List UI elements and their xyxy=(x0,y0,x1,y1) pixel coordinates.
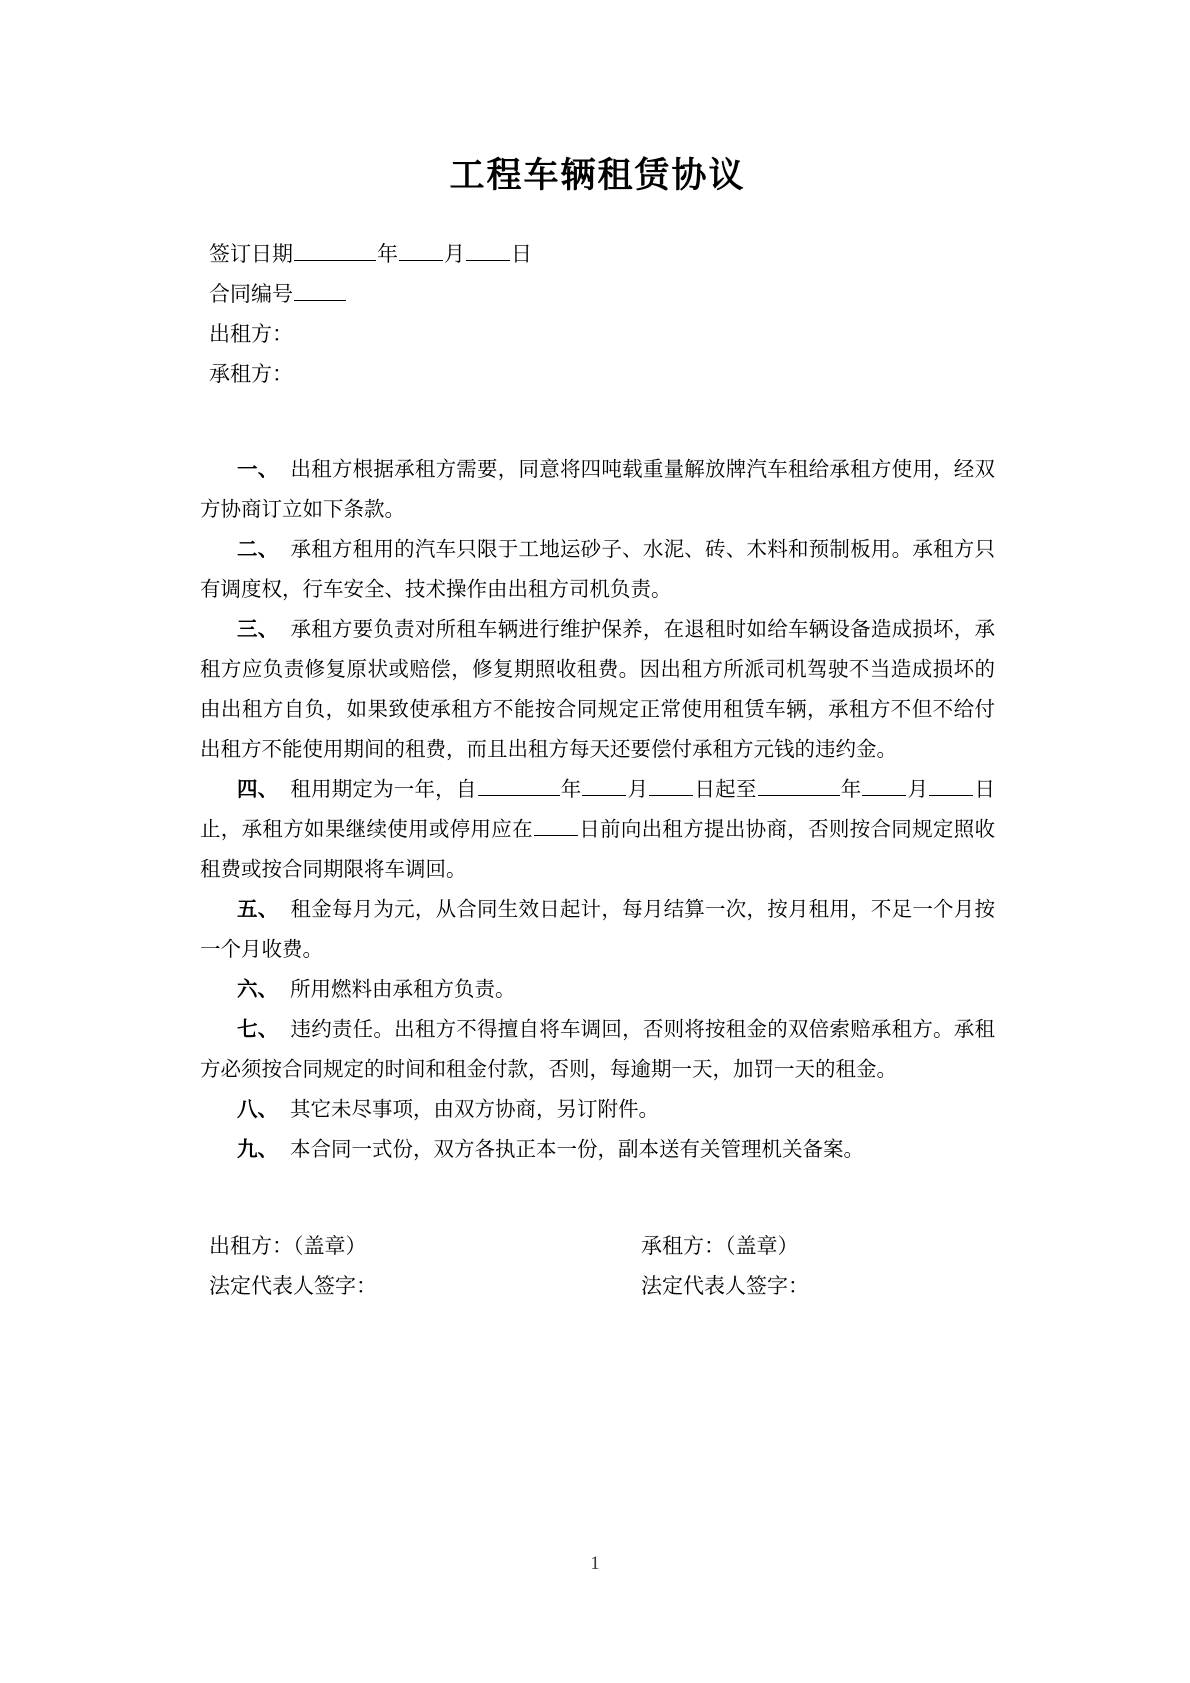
contract-header-fields xyxy=(200,234,995,394)
term-end-month-blank[interactable] xyxy=(862,776,906,796)
term-start-month-blank[interactable] xyxy=(582,776,626,796)
clause-item-8 xyxy=(200,1090,995,1130)
signature-rep-row xyxy=(209,1266,995,1306)
contract-number-line xyxy=(200,274,995,314)
term-start-day-blank[interactable] xyxy=(649,776,693,796)
clause-number: 九、 xyxy=(237,1138,278,1161)
clause-text: 租金每月为元，从合同生效日起计，每月结算一次，按月租用，不足一个月按一个月收费。 xyxy=(200,899,996,961)
year-unit: 年 xyxy=(560,779,582,801)
sign-date-label: 签订日期 xyxy=(209,242,293,266)
clause-number: 七、 xyxy=(237,1018,279,1041)
clause-text: 本合同一式份，双方各执正本一份，副本送有关管理机关备案。 xyxy=(290,1139,864,1161)
clause-text: 所用燃料由承租方负责。 xyxy=(290,979,516,1001)
clause-number: 八、 xyxy=(237,1098,278,1121)
clause-item-3 xyxy=(200,610,995,770)
clause-number: 四、 xyxy=(237,778,279,801)
sign-date-month-blank[interactable] xyxy=(399,240,443,261)
contract-number-label: 合同编号 xyxy=(209,282,293,306)
clause-text: 承租方要负责对所租车辆进行维护保养，在退租时如给车辆设备造成损坏，承租方应负责修复原状或赔偿，修复期照收租费。因出租方所派司机驾驶不当造成损坏的由出租方自负，如果致使承租方不能按合同规定正常使用租赁车辆，承租方不但不给付出租方不能使用期间的租费，而且出租方每天还要偿付承租方元钱的违约金。 xyxy=(200,619,996,761)
clause-text: 承租方租用的汽车只限于工地运砂子、水泥、砖、木料和预制板用。承租方只有调度权，行车安全、技术操作由出租方司机负责。 xyxy=(200,539,996,601)
lessee-seal-label: 承租方：（盖章） xyxy=(641,1234,799,1258)
term-end-day-blank[interactable] xyxy=(929,776,973,796)
clause-number: 五、 xyxy=(237,898,279,921)
clause-item-7 xyxy=(200,1010,995,1090)
clause-text: 其它未尽事项，由双方协商，另订附件。 xyxy=(290,1099,659,1121)
term-start-suffix: 日起至 xyxy=(694,779,757,801)
clause-number: 二、 xyxy=(237,538,279,561)
clause-four-part1: 租用期定为一年，自 xyxy=(290,779,477,801)
clause-item-5 xyxy=(200,890,995,970)
year-unit: 年 xyxy=(840,779,862,801)
sign-date-year-blank[interactable] xyxy=(294,240,376,261)
page-title: 工程车辆租赁协议 xyxy=(449,156,746,195)
clause-number: 一、 xyxy=(237,458,279,481)
lessor-line: 出租方： xyxy=(209,322,293,346)
clause-item-6 xyxy=(200,970,995,1010)
clause-number: 六、 xyxy=(237,978,278,1001)
month-unit: 月 xyxy=(907,779,929,801)
sign-date-line xyxy=(200,234,995,274)
term-end-year-blank[interactable] xyxy=(758,776,840,796)
signature-seal-row xyxy=(209,1226,995,1266)
clause-text: 出租方根据承租方需要，同意将四吨载重量解放牌汽车租给承租方使用，经双方协商订立如下条款。 xyxy=(200,459,996,521)
page-number: 1 xyxy=(590,1553,600,1574)
clause-item-4 xyxy=(200,770,995,890)
clause-number: 三、 xyxy=(237,618,279,641)
notice-days-blank[interactable] xyxy=(534,816,578,836)
lessee-line: 承租方： xyxy=(209,362,293,386)
clause-text: 违约责任。出租方不得擅自将车调回，否则将按租金的双倍索赔承租方。承租方必须按合同规定的时间和租金付款，否则，每逾期一天，加罚一天的租金。 xyxy=(200,1019,996,1081)
clause-item-2 xyxy=(200,530,995,610)
sign-date-day-blank[interactable] xyxy=(466,240,510,261)
clause-four-part2: 承租方如果继续使用或停用应在 xyxy=(241,819,533,841)
clause-four-part3: 日前向出租方提出协商，否则按合同规定照收租费或按合同期限将车调回。 xyxy=(200,819,996,881)
clause-item-9 xyxy=(200,1130,995,1170)
term-start-year-blank[interactable] xyxy=(478,776,560,796)
lessee-rep-label: 法定代表人签字： xyxy=(641,1274,809,1298)
year-unit: 年 xyxy=(377,242,398,266)
month-unit: 月 xyxy=(444,242,465,266)
term-end-suffix: 日止， xyxy=(200,779,995,841)
clause-item-1 xyxy=(200,450,995,530)
signature-block xyxy=(200,1226,995,1306)
day-unit: 日 xyxy=(511,242,532,266)
month-unit: 月 xyxy=(627,779,649,801)
contract-number-blank[interactable] xyxy=(294,280,346,301)
clause-list xyxy=(200,450,995,1170)
lessor-rep-label: 法定代表人签字： xyxy=(209,1274,377,1298)
lessor-seal-label: 出租方：（盖章） xyxy=(209,1234,367,1258)
